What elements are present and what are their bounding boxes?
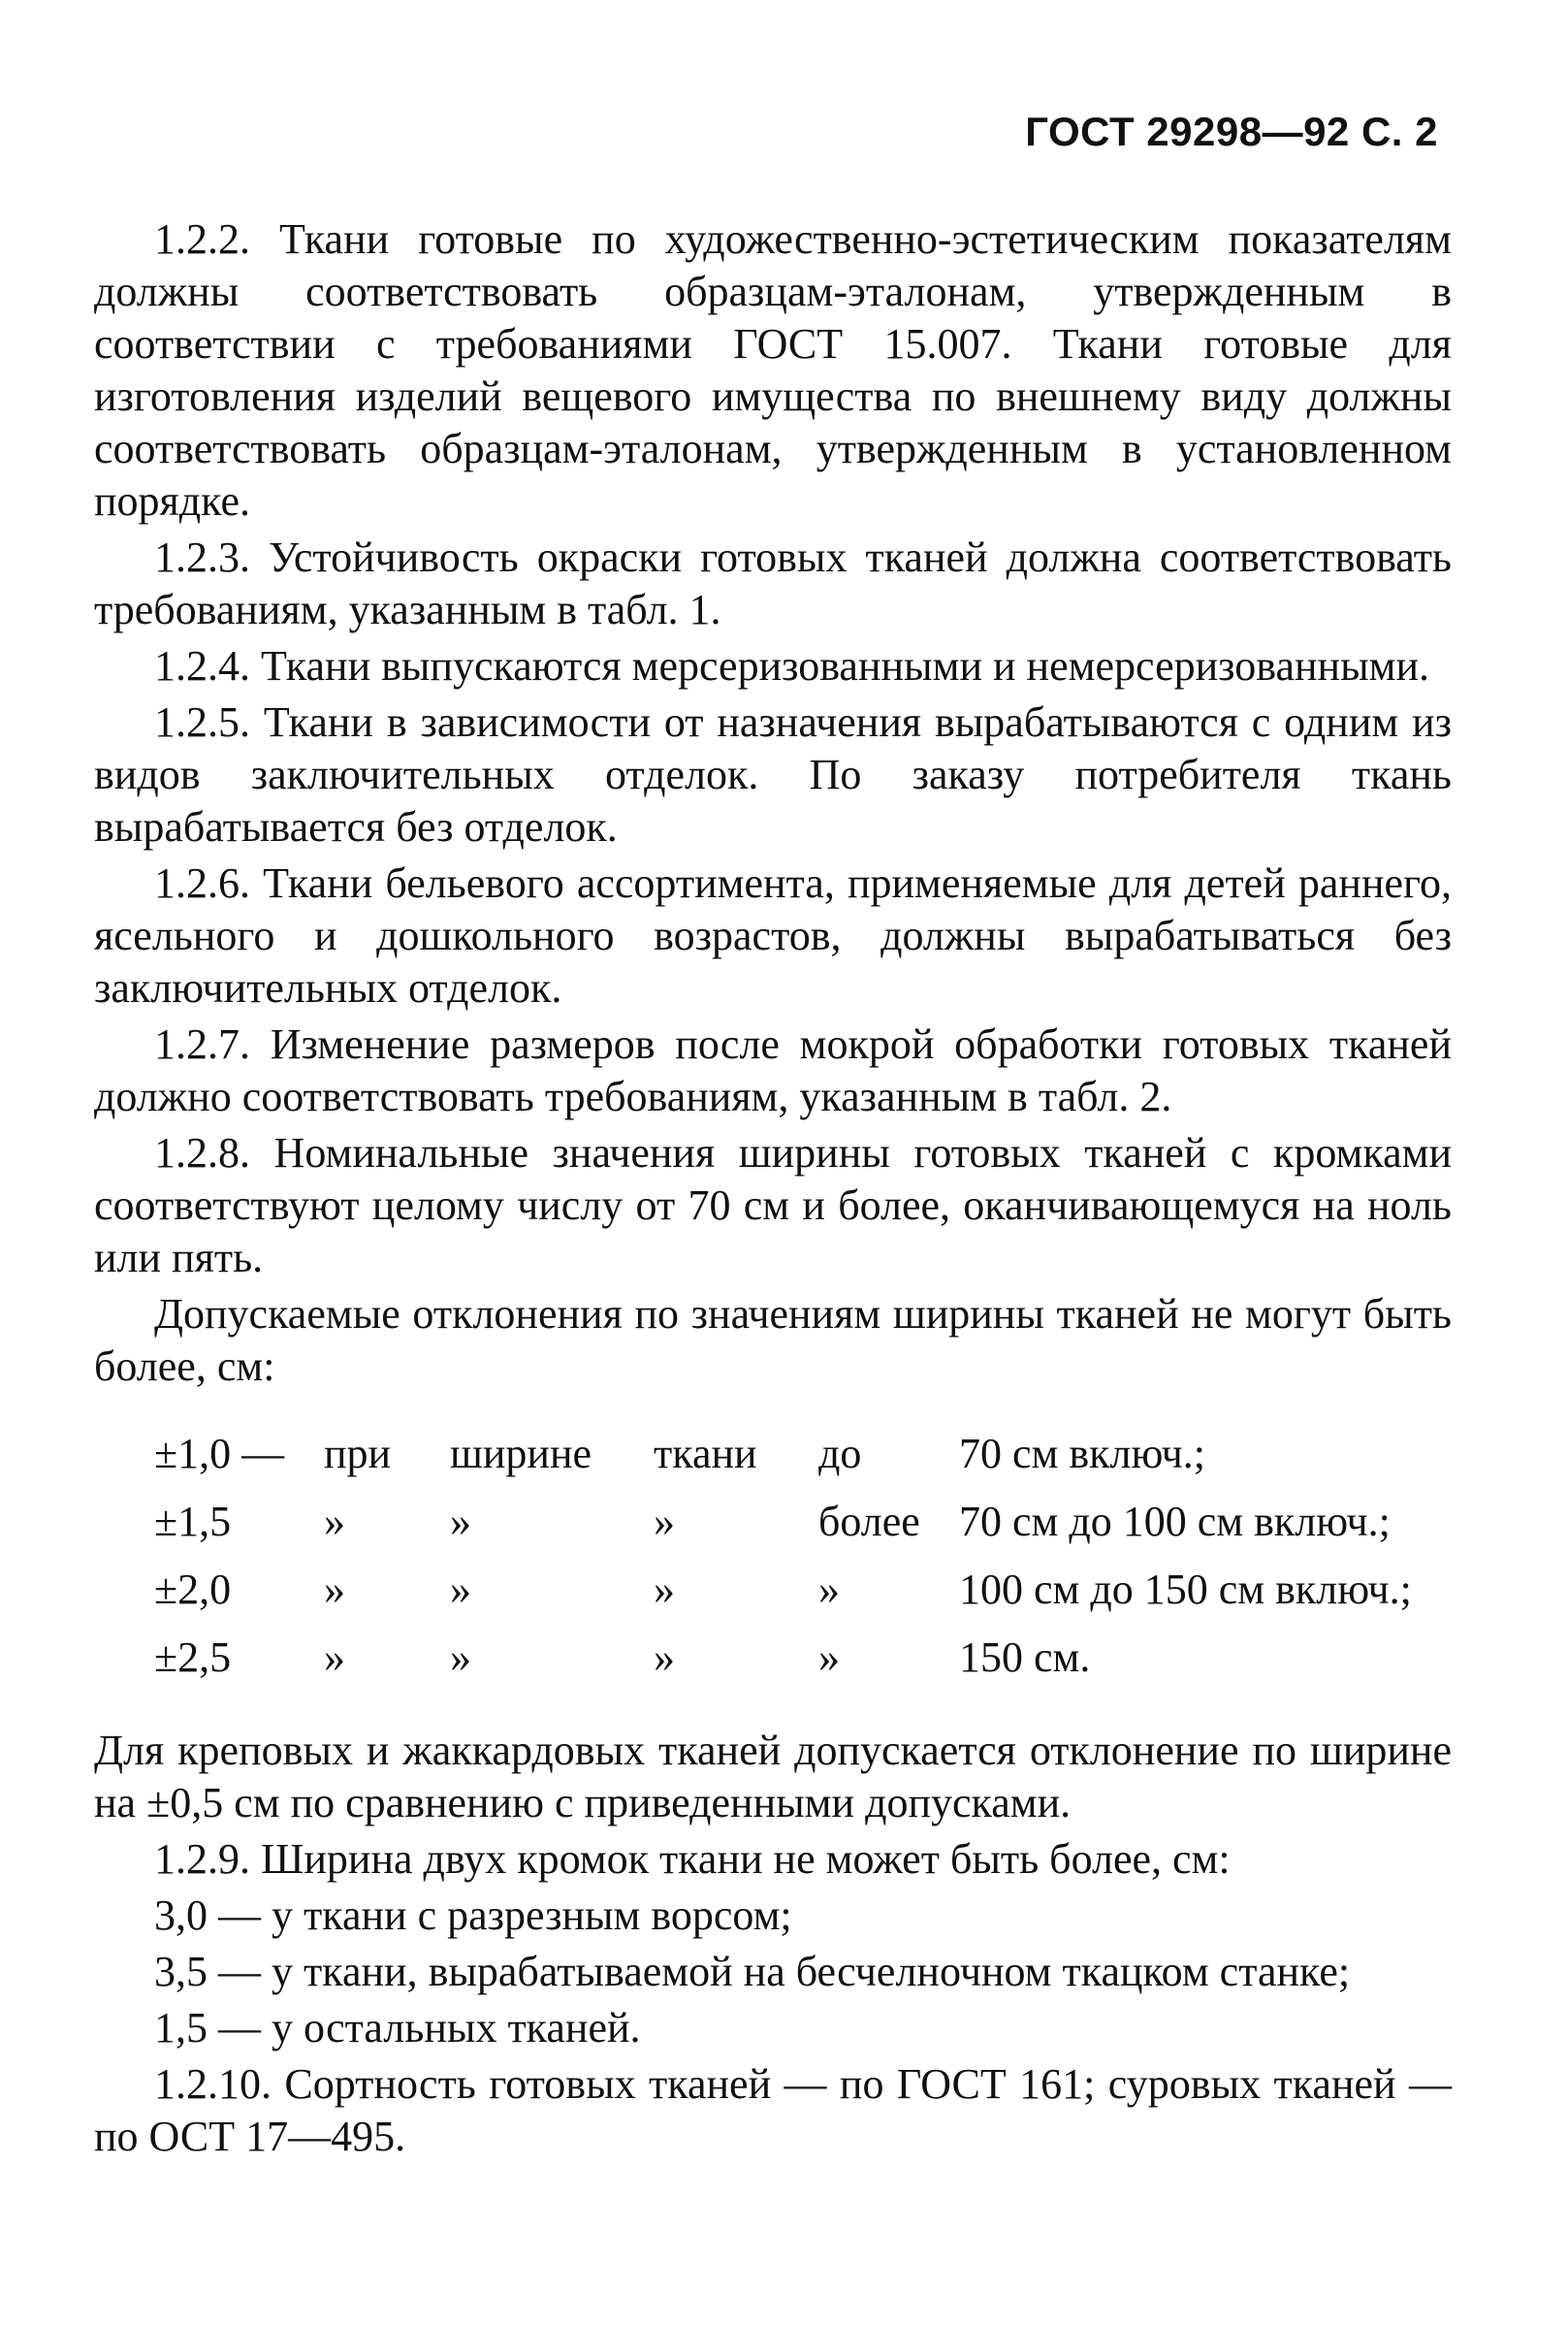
paragraph-1-2-4: 1.2.4. Ткани выпускаются мерсеризованными и немерсеризованными. (154, 642, 1430, 690)
ditto-mark: » (818, 1566, 840, 1613)
tolerance-range: 150 см. (959, 1633, 1091, 1681)
ditto-mark: » (818, 1633, 840, 1681)
table-row (154, 1624, 1412, 1692)
tolerance-value: ±2,0 (154, 1566, 232, 1613)
tolerance-word: до (818, 1430, 862, 1477)
paragraph-1-2-7: 1.2.7. Изменение размеров после мокрой обработки готовых тканей должно соответствовать требованиям, указанным в табл. 2. (94, 1020, 1452, 1120)
ditto-mark: » (450, 1498, 471, 1545)
paragraph-crepe-jacquard: Для креповых и жаккардовых тканей допускается отклонение по ширине на ±0,5 см по сравнению с приведенными допусками. (94, 1727, 1452, 1826)
page-header: ГОСТ 29298—92 С. 2 (1025, 109, 1438, 154)
list-item: 3,0 — у ткани с разрезным ворсом; (154, 1891, 792, 1939)
document-body (94, 213, 1452, 2167)
paragraph-1-2-6: 1.2.6. Ткани бельевого ассортимента, применяемые для детей раннего, ясельного и дошкольного возрастов, должны вырабатываться без заключительных отделок. (94, 859, 1452, 1012)
tolerance-range: 70 см включ.; (959, 1430, 1206, 1477)
paragraph-1-2-2: 1.2.2. Ткани готовые по художественно-эстетическим показателям должны соответствовать образцам-эталонам, утвержденным в соответствии с требованиями ГОСТ 15.007. Ткани готовые для изготовления изделий вещевого имущества по внешнему виду должны соответствовать образцам-эталонам, утвержденным в установленном порядке. (94, 215, 1452, 525)
ditto-mark: » (450, 1566, 471, 1613)
ditto-mark: » (654, 1566, 675, 1613)
ditto-mark: » (654, 1498, 675, 1545)
tolerance-table (154, 1420, 1412, 1692)
paragraph-1-2-8: 1.2.8. Номинальные значения ширины готовых тканей с кромками соответствуют целому числу от 70 см и более, оканчивающемуся на ноль или пять. (94, 1129, 1452, 1281)
paragraph-1-2-9: 1.2.9. Ширина двух кромок ткани не может быть более, см: (154, 1835, 1231, 1883)
list-item: 3,5 — у ткани, вырабатываемой на бесчелночном ткацком станке; (154, 1948, 1351, 1995)
tolerance-range: 70 см до 100 см включ.; (959, 1498, 1391, 1545)
paragraph-1-2-10: 1.2.10. Сортность готовых тканей — по ГОСТ 161; суровых тканей — по ОСТ 17—495. (94, 2060, 1452, 2160)
tolerance-value: ±1,5 (154, 1498, 232, 1545)
ditto-mark: » (324, 1498, 345, 1545)
table-row (154, 1420, 1412, 1488)
tolerance-word: более (818, 1498, 920, 1545)
ditto-mark: » (654, 1633, 675, 1681)
table-row (154, 1556, 1412, 1624)
tolerance-value: ±2,5 (154, 1633, 232, 1681)
table-row (154, 1488, 1412, 1556)
tolerance-word: ткани (654, 1430, 757, 1477)
tolerance-word: при (324, 1430, 392, 1477)
list-item: 1,5 — у остальных тканей. (154, 2004, 641, 2051)
tolerance-range: 100 см до 150 см включ.; (959, 1566, 1412, 1613)
tolerance-value: ±1,0 — (154, 1430, 285, 1477)
paragraph-tolerance-intro: Допускаемые отклонения по значениям ширины тканей не могут быть более, см: (94, 1290, 1452, 1390)
paragraph-1-2-5: 1.2.5. Ткани в зависимости от назначения вырабатываются с одним из видов заключительных отделок. По заказу потребителя ткань вырабатывается без отделок. (94, 698, 1452, 851)
ditto-mark: » (324, 1633, 345, 1681)
tolerance-word: ширине (450, 1430, 592, 1477)
ditto-mark: » (324, 1566, 345, 1613)
ditto-mark: » (450, 1633, 471, 1681)
paragraph-1-2-3: 1.2.3. Устойчивость окраски готовых тканей должна соответствовать требованиям, указанным в табл. 1. (94, 533, 1452, 633)
